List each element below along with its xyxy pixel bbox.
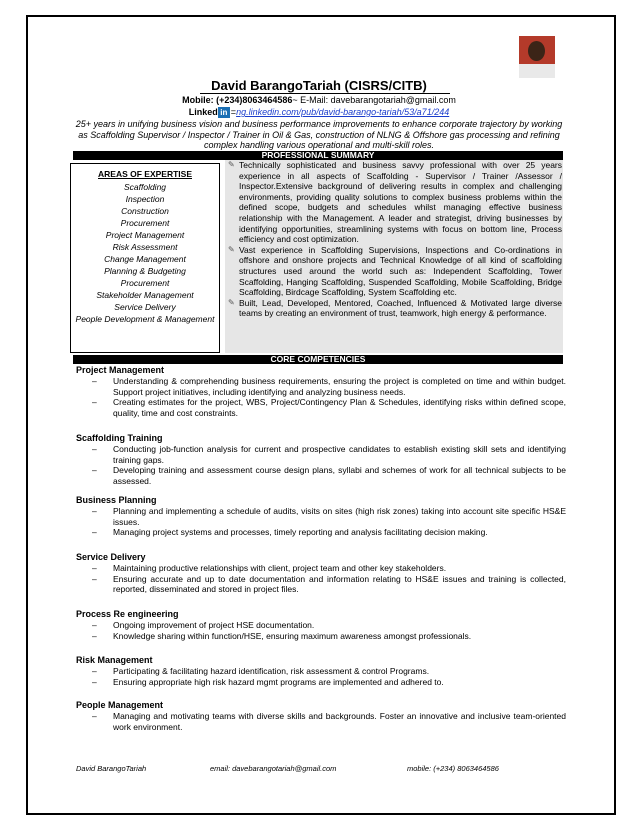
dash-icon: – — [92, 444, 97, 454]
expertise-list — [71, 181, 219, 325]
dash-icon: – — [92, 573, 97, 584]
core-competencies-heading: CORE COMPETENCIES — [73, 355, 563, 364]
mobile-number: Mobile: (+234)8063464586 — [182, 95, 293, 105]
competency-bullet — [76, 376, 566, 397]
footer-mobile: mobile: (+234) 8063464586 — [407, 764, 499, 773]
competency-bullet — [76, 574, 566, 595]
competency-bullet — [76, 631, 566, 642]
dash-icon: – — [92, 676, 97, 687]
competency-title: Scaffolding Training — [76, 433, 163, 443]
competency-bullet — [76, 563, 566, 574]
dash-icon: – — [92, 376, 97, 386]
competency-section — [76, 609, 566, 641]
dash-icon: – — [92, 711, 97, 721]
competency-section — [76, 495, 566, 538]
expertise-title: AREAS OF EXPERTISE — [98, 169, 192, 179]
expertise-item: Procurement — [120, 218, 170, 228]
bullet-text: Developing training and assessment course design plans, syllabi and schemes of work for all technical subjects to be assessed. — [113, 465, 566, 486]
photo-shirt — [519, 64, 555, 78]
pencil-icon: ✎ — [228, 244, 235, 254]
linkedin-line — [0, 107, 638, 118]
dash-icon: – — [92, 620, 97, 630]
competency-section — [76, 655, 566, 687]
competency-bullet — [76, 666, 566, 677]
dash-icon: – — [92, 527, 97, 537]
expertise-item: Stakeholder Management — [96, 290, 194, 300]
email-address[interactable]: ~ E-Mail: davebarangotariah@gmail.com — [292, 95, 456, 105]
summary-item — [228, 245, 562, 298]
expertise-item: Change Management — [104, 254, 186, 264]
contact-line — [0, 95, 638, 105]
competency-bullet — [76, 465, 566, 486]
pencil-icon: ✎ — [228, 297, 235, 307]
footer-name: David BarangoTariah — [76, 764, 147, 773]
bullet-text: Managing project systems and processes, timely reporting and analysis facilitating decision making. — [113, 527, 488, 537]
bullet-text: Ensuring appropriate high risk hazard mgmt programs are implemented and adhered to. — [113, 676, 444, 687]
competency-bullet — [76, 506, 566, 527]
competency-bullet — [76, 620, 566, 631]
competency-bullet — [76, 711, 566, 732]
dash-icon: – — [92, 666, 97, 676]
competency-bullet — [76, 397, 566, 418]
linkedin-prefix: = — [230, 107, 237, 117]
bullet-text: Planning and implementing a schedule of audits, visits on sites (high risk zones) taking into account site specific HS&E issues. — [113, 506, 566, 527]
footer-email: email: davebarangotariah@gmail.com — [210, 764, 337, 773]
summary-text: Built, Lead, Developed, Mentored, Coached, Influenced & Motivated large diverse teams by creating an environment of trust, teamwork, high energy & performance. — [239, 297, 562, 319]
name-underline — [200, 93, 450, 94]
expertise-item: Construction — [121, 206, 169, 216]
linkedin-icon: in — [218, 107, 230, 118]
bullet-text: Creating estimates for the project, WBS, Project/Contingency Plan & Schedules, identifying risks within defined scope, quality, time and cost constraints. — [113, 397, 566, 418]
bullet-text: Conducting job-function analysis for current and prospective candidates to establish existing skill sets and identifying training gaps. — [113, 444, 566, 465]
competency-section — [76, 365, 566, 418]
bullet-text: Understanding & comprehending business requirements, ensuring the project is completed on time and within budget. Support project initiatives, including identifying and analyzing business needs. — [113, 376, 566, 397]
competency-bullet — [76, 677, 566, 688]
competency-section — [76, 700, 566, 732]
summary-item — [228, 160, 562, 245]
candidate-name: David BarangoTariah (CISRS/CITB) — [211, 78, 427, 93]
expertise-item: Service Delivery — [114, 302, 176, 312]
summary-text: Technically sophisticated and business savvy professional with over 25 years experience in all aspects of Scaffolding - Supervisor / Trainer /Assessor / Inspector.Extensive background of delivering results in complex and challenging environments, providing quality solutions to complex business problems within the defined scope, budgets and schedules whilst managing effective business relationship with the Management. A leader and strategist, driving businesses by identifying opportunities, streamlining systems with focus on bottom line, Process efficiency and cost optimization. — [239, 160, 562, 245]
bullet-text: Participating & facilitating hazard identification, risk assessment & control Programs. — [113, 666, 430, 676]
competency-bullet — [76, 444, 566, 465]
competency-section — [76, 433, 566, 486]
dash-icon: – — [92, 465, 97, 475]
competency-bullet — [76, 527, 566, 538]
dash-icon: – — [92, 506, 97, 516]
competency-title: Risk Management — [76, 655, 153, 665]
summary-item — [228, 298, 562, 319]
bullet-text: Managing and motivating teams with diverse skills and backgrounds. Foster an innovative and inclusive team-oriented work environment. — [113, 711, 566, 732]
bullet-text: Ongoing improvement of project HSE documentation. — [113, 620, 315, 630]
competency-title: Service Delivery — [76, 552, 146, 562]
bullet-text: Ensuring accurate and up to date documentation and information relating to HS&E issues and training is collected, reported, disseminated and stored in project files. — [113, 573, 566, 594]
bullet-text: Knowledge sharing within function/HSE, ensuring maximum awareness amongst professionals. — [113, 630, 472, 641]
expertise-item: Planning & Budgeting — [104, 266, 186, 276]
competency-title: Process Re engineering — [76, 609, 179, 619]
summary-list — [228, 160, 562, 319]
dash-icon: – — [92, 630, 97, 641]
bullet-text: Maintaining productive relationships with client, project team and other key stakeholders. — [113, 563, 447, 573]
competency-section — [76, 552, 566, 595]
profile-photo — [519, 36, 555, 78]
competency-title: Project Management — [76, 365, 165, 375]
competency-title: People Management — [76, 700, 164, 710]
linkedin-logo: Linked — [188, 107, 218, 117]
intro-statement: 25+ years in unifying business vision and business performance improvements to enhance corporate trajectory by working as Scaffolding Supervisor / Inspector / Trainer in Oil & Gas, construction of NLNG & Offshore gas processing and refining complex handling various operational and multi-skill roles. — [75, 119, 563, 150]
expertise-item: Inspection — [125, 194, 165, 204]
expertise-item: Procurement — [120, 278, 170, 288]
pencil-icon: ✎ — [228, 160, 235, 169]
expertise-item: Scaffolding — [123, 182, 167, 192]
photo-face — [528, 41, 545, 61]
linkedin-link[interactable]: ng.linkedin.com/pub/david-barango-tariah/53/a71/244 — [236, 107, 450, 117]
expertise-item: Project Management — [105, 230, 185, 240]
areas-of-expertise-box — [70, 163, 220, 353]
competency-title: Business Planning — [76, 495, 157, 505]
dash-icon: – — [92, 397, 97, 407]
dash-icon: – — [92, 563, 97, 573]
summary-text: Vast experience in Scaffolding Supervisions, Inspections and Co-ordinations in offshore and onshore projects and Technical Knowledge of all kind of scaffolding structures used around the world such as: Independent Scaffolding, Tower Scaffolding, Hanging Scaffolding, Suspended Scaffolding, Mobile Scaffolding, Bridge Scaffolding, Birdcage Scaffolding, System Scaffolding etc. — [239, 244, 562, 298]
professional-summary-heading: PROFESSIONAL SUMMARY — [73, 151, 563, 160]
expertise-item: People Development & Management — [75, 314, 215, 324]
expertise-item: Risk Assessment — [112, 242, 178, 252]
